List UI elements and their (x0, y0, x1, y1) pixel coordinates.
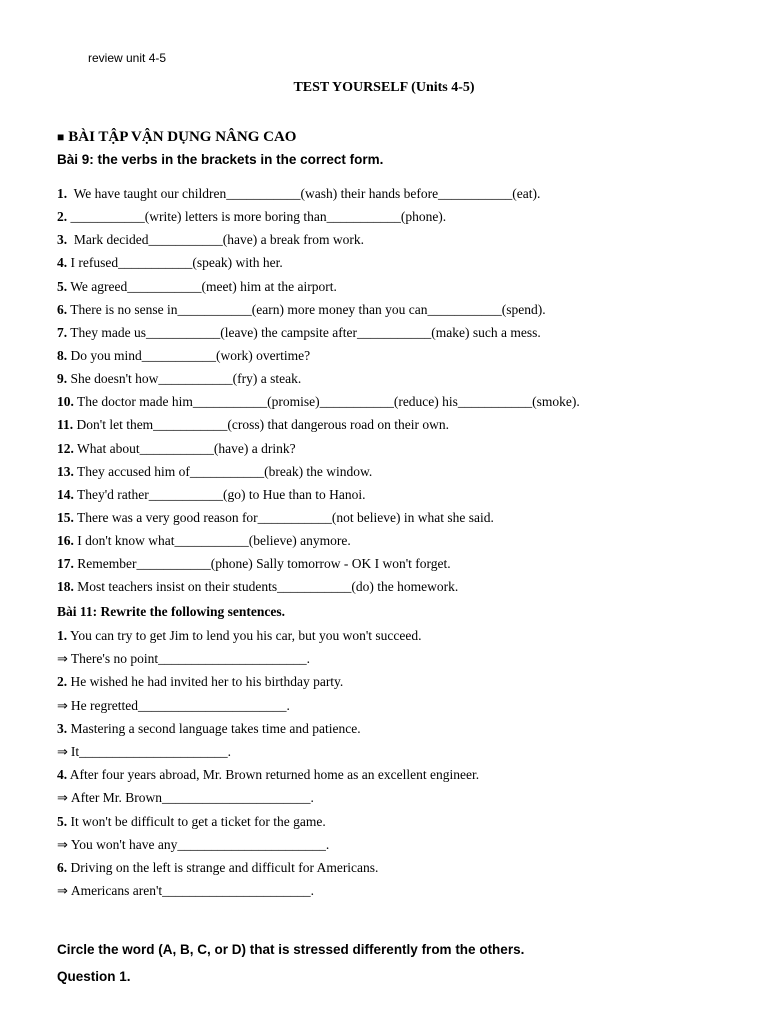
double-arrow-icon: ⇒ (57, 837, 68, 853)
rewrite-prompt (57, 765, 479, 788)
item-text: You can try to get Jim to lend you his car, but you won't succeed. (67, 628, 422, 643)
exercise-9-item (57, 415, 580, 438)
page-title: TEST YOURSELF (Units 4-5) (293, 80, 475, 95)
item-number: 2. (57, 209, 68, 225)
rewrite-answer-line (57, 881, 479, 904)
item-text: I don't know what___________(believe) anymore. (73, 533, 351, 549)
double-arrow-icon: ⇒ (57, 698, 68, 714)
item-text: There is no sense in___________(earn) more money than you can___________(spend). (67, 301, 546, 317)
item-number: 18. (57, 579, 74, 595)
item-text: They made us___________(leave) the campsite after___________(make) such a mess. (67, 324, 541, 340)
item-number: 1. (57, 186, 68, 201)
rewrite-answer-line (57, 742, 479, 765)
item-number: 2. (57, 674, 68, 690)
exercise-11-title: Bài 11: Rewrite the following sentences. (57, 604, 285, 619)
item-text: They accused him of___________(break) the window. (73, 463, 373, 479)
rewrite-prompt (57, 719, 479, 742)
item-text: We agreed___________(meet) him at the airport. (67, 278, 337, 294)
exercise-9-item (57, 531, 580, 554)
exercise-9-title: Bài 9: the verbs in the brackets in the correct form. (57, 152, 384, 167)
rewrite-prompt (57, 812, 479, 835)
item-text: They'd rather___________(go) to Hue than to Hanoi. (73, 486, 366, 502)
rewrite-prompt (57, 672, 479, 695)
item-number: 10. (57, 394, 74, 410)
rewrite-answer-line (57, 835, 479, 858)
answer-text: After Mr. Brown______________________. (70, 790, 314, 806)
item-text: Do you mind___________(work) overtime? (67, 347, 311, 363)
item-number: 5. (57, 813, 68, 829)
item-text: Don't let them___________(cross) that dangerous road on their own. (73, 417, 449, 433)
exercise-9-item (57, 323, 580, 346)
item-number: 6. (57, 301, 68, 317)
rewrite-answer-line (57, 696, 479, 719)
item-text: She doesn't how___________(fry) a steak. (67, 371, 302, 387)
double-arrow-icon: ⇒ (57, 791, 68, 807)
exercise-9-item (57, 253, 580, 276)
exercise-9-item (57, 369, 580, 392)
item-text: It won't be difficult to get a ticket for the game. (67, 813, 326, 829)
item-number: 13. (57, 463, 74, 479)
exercise-9-item (57, 392, 580, 415)
item-number: 6. (57, 859, 68, 875)
item-number: 4. (57, 255, 68, 271)
document-label: review unit 4-5 (88, 51, 167, 65)
item-text: The doctor made him___________(promise)___________(reduce) his___________(smoke). (73, 394, 580, 410)
item-text: Mastering a second language takes time and patience. (67, 720, 361, 736)
answer-text: Americans aren't______________________. (70, 883, 315, 899)
double-arrow-icon: ⇒ (57, 884, 68, 900)
item-text: After four years abroad, Mr. Brown returned home as an excellent engineer. (67, 767, 480, 783)
answer-text: There's no point______________________. (70, 651, 310, 667)
rewrite-answer-line (57, 788, 479, 811)
item-text: Mark decided___________(have) a break from work. (67, 232, 365, 248)
exercise-9-item (57, 230, 580, 253)
exercise-11-list (57, 626, 479, 904)
answer-text: It______________________. (70, 743, 232, 759)
item-text: Remember___________(phone) Sally tomorrow - OK I won't forget. (73, 556, 451, 572)
answer-text: He regretted______________________. (70, 697, 290, 713)
item-number: 16. (57, 533, 74, 549)
answer-text: You won't have any______________________. (70, 836, 330, 852)
section-heading (57, 129, 296, 146)
item-text: There was a very good reason for___________(not believe) in what she said. (73, 509, 494, 525)
exercise-9-item (57, 184, 580, 207)
exercise-9-item (57, 346, 580, 369)
question-label: Question 1. (57, 969, 131, 984)
rewrite-answer-line (57, 649, 479, 672)
rewrite-prompt (57, 626, 479, 649)
section-heading-text: BÀI TẬP VẬN DỤNG NÂNG CAO (68, 129, 297, 145)
item-text: I refused___________(speak) with her. (67, 255, 283, 271)
item-number: 1. (57, 628, 68, 643)
item-number: 12. (57, 440, 74, 456)
item-number: 17. (57, 556, 74, 572)
item-number: 7. (57, 324, 68, 340)
item-text: Driving on the left is strange and difficult for Americans. (67, 859, 379, 875)
item-text: Most teachers insist on their students___________(do) the homework. (73, 579, 459, 595)
rewrite-prompt (57, 858, 479, 881)
item-number: 15. (57, 509, 74, 525)
exercise-9-item (57, 300, 580, 323)
double-arrow-icon: ⇒ (57, 652, 68, 668)
exercise-9-item (57, 207, 580, 230)
exercise-9-list (57, 184, 580, 601)
stress-instruction: Circle the word (A, B, C, or D) that is stressed differently from the others. (57, 942, 525, 957)
item-text: ___________(write) letters is more boring than___________(phone). (67, 209, 447, 225)
exercise-9-item (57, 277, 580, 300)
item-number: 9. (57, 371, 68, 387)
exercise-9-item (57, 439, 580, 462)
exercise-9-item (57, 554, 580, 577)
double-arrow-icon: ⇒ (57, 744, 68, 760)
item-number: 8. (57, 347, 68, 363)
item-text: He wished he had invited her to his birthday party. (67, 674, 344, 690)
exercise-9-item (57, 485, 580, 508)
item-number: 4. (57, 767, 68, 783)
item-number: 11. (57, 417, 74, 433)
exercise-9-item (57, 508, 580, 531)
item-number: 3. (57, 720, 68, 736)
item-text: What about___________(have) a drink? (73, 440, 296, 456)
item-number: 3. (57, 232, 68, 248)
item-number: 5. (57, 278, 68, 294)
item-number: 14. (57, 486, 74, 502)
square-bullet-icon: ■ (57, 130, 65, 144)
exercise-9-item (57, 462, 580, 485)
item-text: We have taught our children___________(wash) their hands before___________(eat). (67, 186, 541, 201)
exercise-9-item (57, 577, 580, 600)
